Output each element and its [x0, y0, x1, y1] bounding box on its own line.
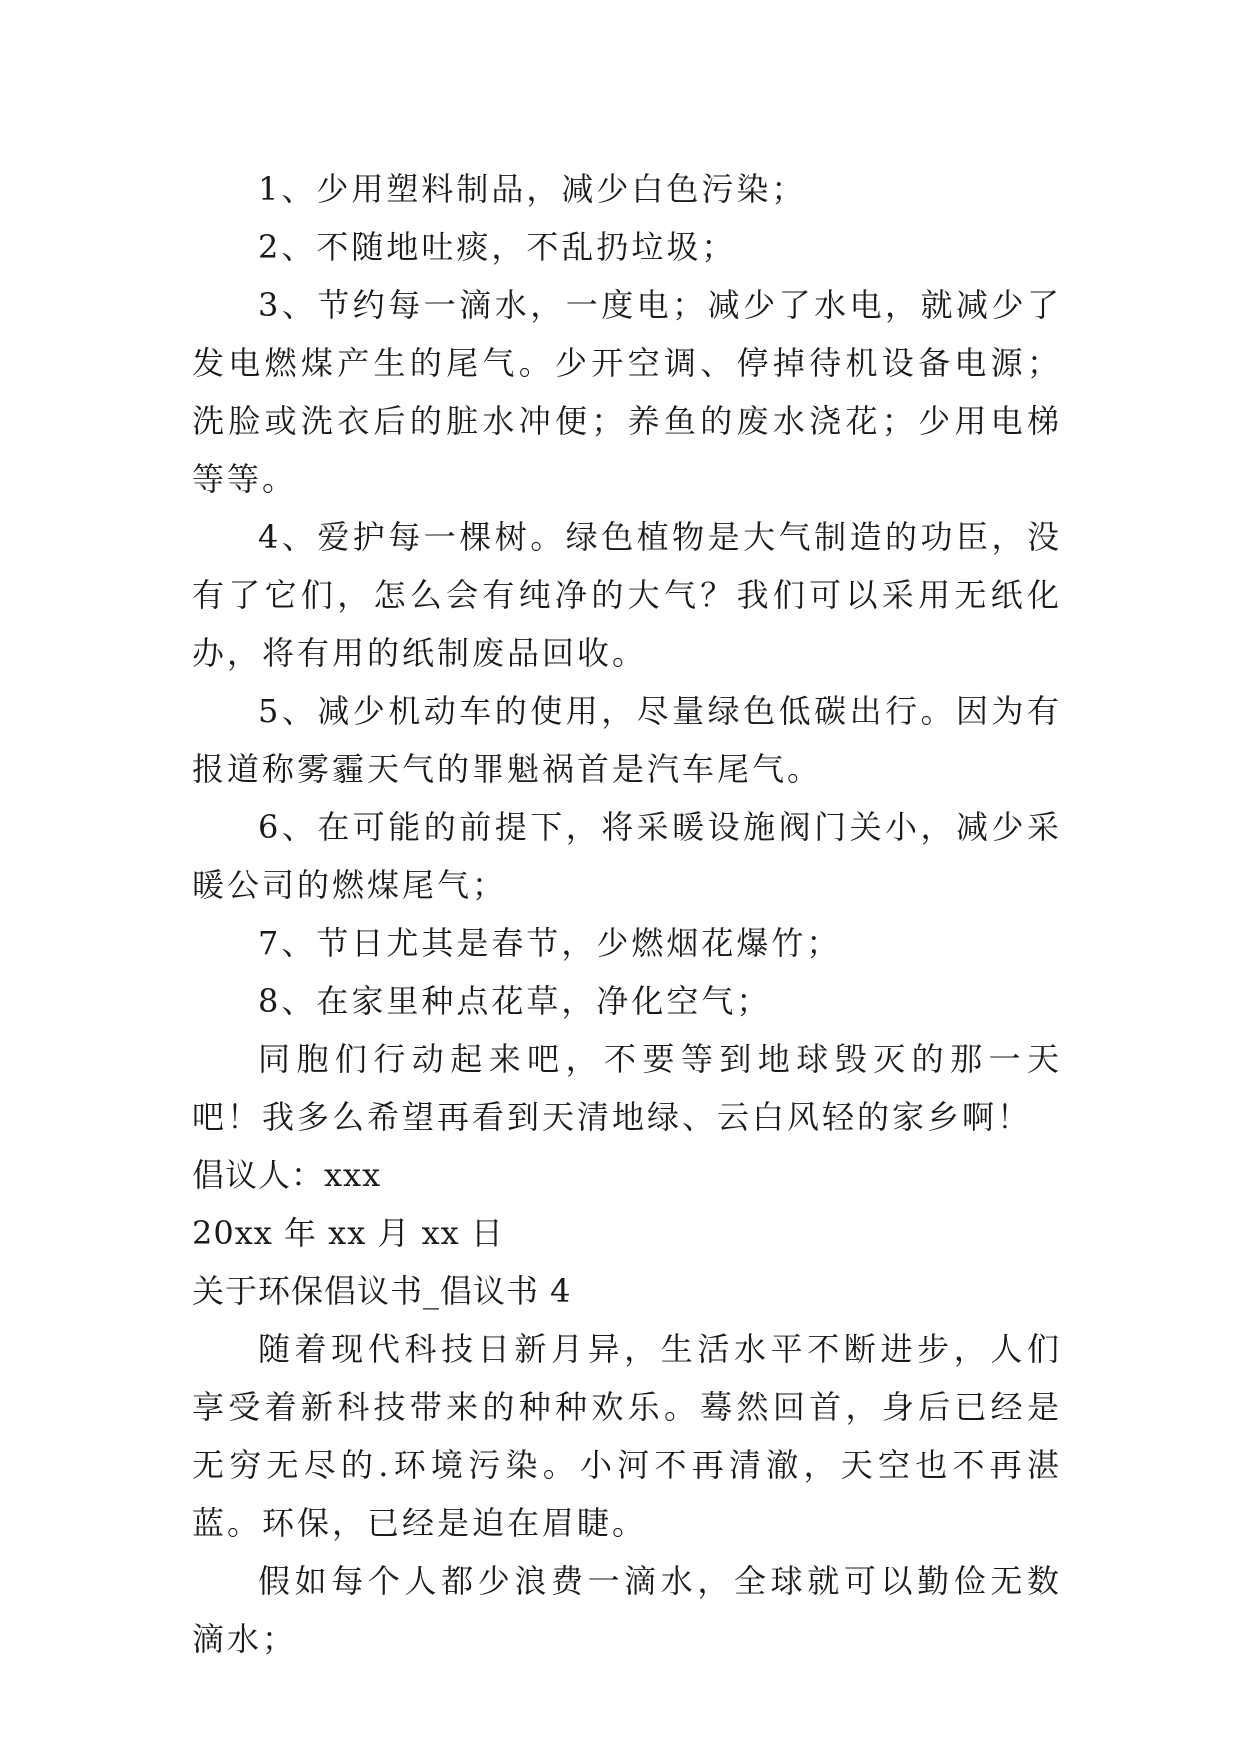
paragraph-2: 2、不随地吐痰，不乱扔垃圾； — [258, 228, 737, 266]
signer-line: 倡议人：xxx — [192, 1156, 382, 1194]
paragraph-intro: 随着现代科技日新月异，生活水平不断进步，人们享受着新科技带来的种种欢乐。蓦然回首，身后已经是无穷无尽的.环境污染。小河不再清澈，天空也不再湛蓝。环保，已经是迫在眉睫。 — [192, 1330, 1062, 1542]
paragraph-1: 1、少用塑料制品，减少白色污染； — [258, 170, 807, 208]
paragraph-5: 5、减少机动车的使用，尽量绿色低碳出行。因为有报道称雾霾天气的罪魁祸首是汽车尾气。 — [192, 692, 1062, 788]
paragraph-7: 7、节日尤其是春节，少燃烟花爆竹； — [258, 924, 842, 962]
paragraph-closing: 同胞们行动起来吧，不要等到地球毁灭的那一天吧！我多么希望再看到天清地绿、云白风轻的家乡啊！ — [192, 1040, 1062, 1136]
paragraph-3: 3、节约每一滴水，一度电；减少了水电，就减少了发电燃煤产生的尾气。少开空调、停掉待机设备电源；洗脸或洗衣后的脏水冲便；养鱼的废水浇花；少用电梯等等。 — [192, 286, 1062, 498]
section-title: 关于环保倡议书_倡议书 4 — [192, 1272, 572, 1310]
paragraph-4: 4、爱护每一棵树。绿色植物是大气制造的功臣，没有了它们，怎么会有纯净的大气？我们可以采用无纸化办，将有用的纸制废品回收。 — [192, 518, 1062, 672]
paragraph-8: 8、在家里种点花草，净化空气； — [258, 982, 772, 1020]
paragraph-last: 假如每个人都少浪费一滴水，全球就可以勤俭无数滴水； — [192, 1562, 1062, 1658]
paragraph-6: 6、在可能的前提下，将采暖设施阀门关小，减少采暖公司的燃煤尾气； — [192, 808, 1062, 904]
document-page — [192, 160, 1062, 1668]
date-line: 20xx 年 xx 月 xx 日 — [192, 1214, 504, 1252]
